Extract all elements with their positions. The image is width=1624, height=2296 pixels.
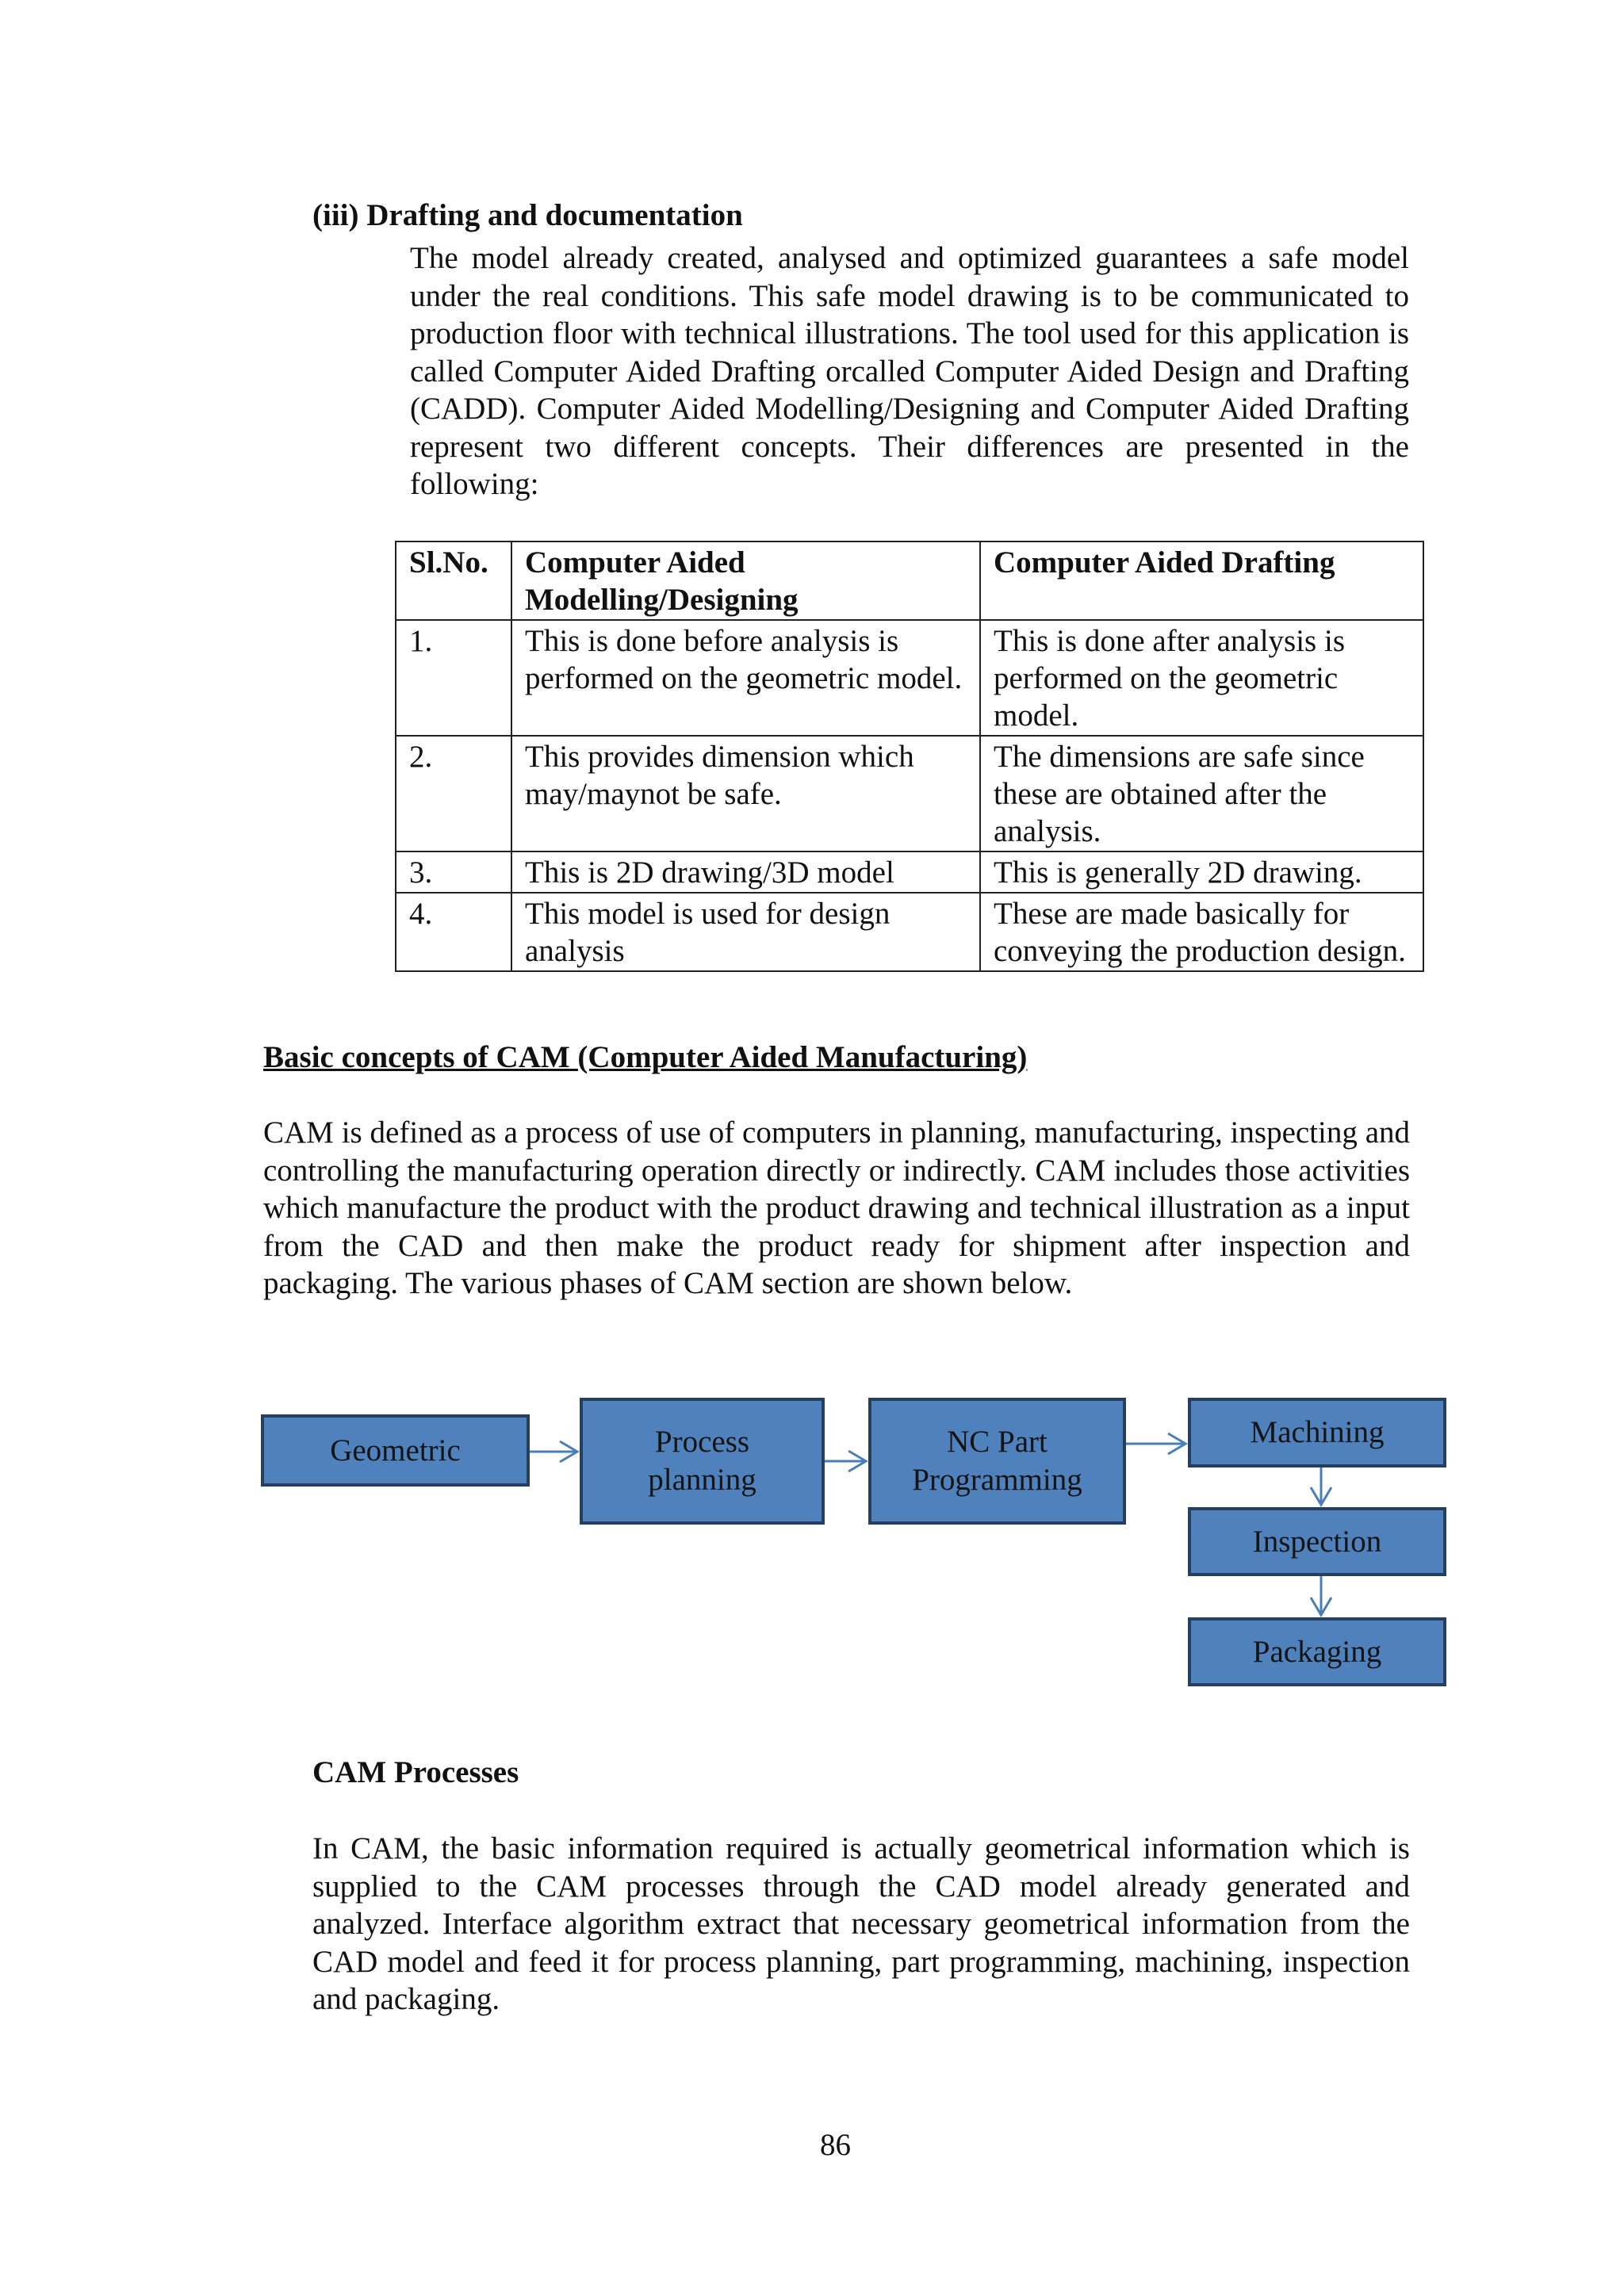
- page-number: 86: [820, 2128, 851, 2162]
- cell-modelling: This is 2D drawing/3D model: [511, 851, 980, 893]
- cell-slno: 3.: [396, 851, 511, 893]
- cell-slno: 2.: [396, 736, 511, 851]
- cell-drafting: The dimensions are safe since these are obtained after the analysis.: [980, 736, 1423, 851]
- cell-modelling: This provides dimension which may/maynot be safe.: [511, 736, 980, 851]
- drafting-heading: (iii) Drafting and documentation: [312, 198, 743, 232]
- flow-label-nc-line1: NC Part: [947, 1425, 1048, 1459]
- flow-label-nc-line2: Programming: [912, 1463, 1082, 1497]
- cam-heading: Basic concepts of CAM (Computer Aided Manufacturing): [263, 1040, 1028, 1074]
- flow-label-process-line1: Process: [654, 1425, 750, 1459]
- cell-drafting: This is generally 2D drawing.: [980, 851, 1423, 893]
- flow-label-process-line2: planning: [648, 1463, 756, 1497]
- cell-modelling: This is done before analysis is performed on the geometric model.: [511, 620, 980, 736]
- flow-label-packaging: Packaging: [1252, 1634, 1382, 1669]
- header-drafting: Computer Aided Drafting: [980, 541, 1423, 620]
- header-modelling: Computer Aided Modelling/Designing: [511, 541, 980, 620]
- header-slno: Sl.No.: [396, 541, 511, 620]
- cell-drafting: This is done after analysis is performed on the geometric model.: [980, 620, 1423, 736]
- flow-label-geometric: Geometric: [330, 1433, 461, 1468]
- drafting-paragraph: The model already created, analysed and optimized guarantees a safe model under the real conditions. This safe model drawing is to be communicated to production floor with technical illustrations. The tool used for this application is called Computer Aided Drafting orcalled Computer Aided Design and Drafting (CADD). Computer Aided Modelling/Designing and Computer Aided Drafting represent two different concepts. Their differences are presented in the following:: [410, 241, 1409, 501]
- cell-drafting: These are made basically for conveying the production design.: [980, 893, 1423, 971]
- cell-slno: 4.: [396, 893, 511, 971]
- cell-modelling: This model is used for design analysis: [511, 893, 980, 971]
- flow-label-machining: Machining: [1250, 1415, 1385, 1449]
- cam-processes-heading: CAM Processes: [312, 1755, 519, 1789]
- cam-processes-paragraph: In CAM, the basic information required is actually geometrical information which is supplied to the CAM processes through the CAD model already generated and analyzed. Interface algorithm extract that necessary geometrical information from the CAD model and feed it for process planning, part programming, machining, inspection and packaging.: [312, 1831, 1410, 2016]
- cell-slno: 1.: [396, 620, 511, 736]
- flow-label-inspection: Inspection: [1252, 1524, 1382, 1559]
- cam-paragraph: CAM is defined as a process of use of computers in planning, manufacturing, inspecting and controlling the manufacturing operation directly or indirectly. CAM includes those activities which manufacture the product with the product drawing and technical illustration as a input from the CAD and then make the product ready for shipment after inspection and packaging. The various phases of CAM section are shown below.: [263, 1115, 1410, 1300]
